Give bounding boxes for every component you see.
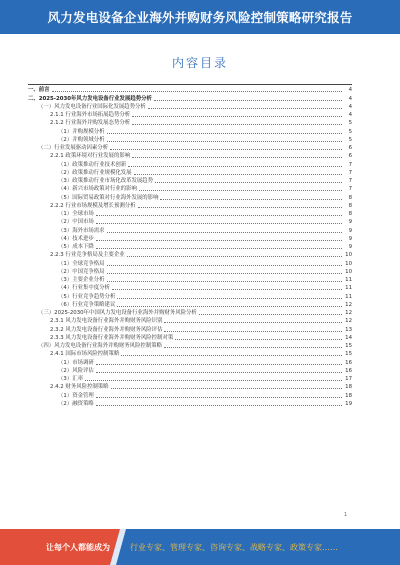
toc-entry-text: 二、2025-2030年风力发电设备行业发展趋势分析 [28, 95, 152, 102]
toc-entry[interactable] [28, 391, 352, 399]
toc-page-number: 12 [345, 318, 352, 325]
toc-entry-text: （三）2025-2030年中国风力发电设备行业海外并购财务风险分析 [38, 310, 197, 316]
toc-page-number: 18 [345, 384, 352, 391]
toc-entry-text: （4）行业集中度分析 [58, 285, 110, 292]
dot-leader [96, 405, 342, 406]
dot-leader [175, 339, 342, 340]
dot-leader [85, 380, 342, 381]
dot-leader [164, 347, 342, 348]
dot-leader [127, 256, 342, 257]
dot-leader [96, 397, 342, 398]
dot-leader [132, 157, 342, 158]
dot-leader [96, 248, 342, 249]
toc-page-number: 4 [348, 95, 352, 102]
toc-entry-text: 2.2.3 行业竞争格局及主要企业 [50, 252, 125, 259]
toc-page-number: 17 [345, 376, 352, 382]
toc-entry[interactable] [28, 268, 352, 276]
toc-entry[interactable] [28, 284, 352, 292]
toc-entry[interactable] [28, 94, 352, 102]
toc-page-number: 10 [345, 252, 352, 259]
dot-leader [107, 273, 342, 274]
toc-entry[interactable] [28, 127, 352, 135]
toc-page-number: 11 [345, 285, 352, 292]
toc-entry-text: （2）政策推动行业规模化发展 [58, 169, 132, 176]
toc-page-number: 4 [348, 103, 352, 110]
toc-entry-text: （2）中国竞争格局 [58, 268, 105, 275]
toc-page-number: 5 [348, 136, 352, 143]
toc-entry-text: 2.1.1 行业海外市场拓展趋势分析 [50, 112, 131, 118]
toc-entry-text: （4）新兴市场政策对行业的影响 [58, 186, 137, 193]
toc-page-number: 15 [345, 343, 352, 349]
dot-leader [132, 116, 342, 117]
toc-entry-text: （2）并购领域分析 [58, 136, 105, 143]
dot-leader [121, 355, 342, 356]
toc-entry[interactable] [28, 160, 352, 168]
dot-leader [148, 108, 342, 109]
toc-entry[interactable] [28, 103, 352, 111]
dot-leader [139, 190, 342, 191]
toc-entry[interactable] [28, 350, 352, 358]
toc-page-number: 6 [348, 153, 352, 160]
dot-leader [52, 91, 342, 92]
table-of-contents [28, 86, 352, 408]
toc-entry[interactable] [28, 226, 352, 234]
dot-leader [138, 207, 342, 208]
toc-entry[interactable] [28, 218, 352, 226]
toc-entry[interactable] [28, 251, 352, 259]
toc-entry-text: 2.4.1 国际市场风险控制策略 [50, 351, 120, 358]
toc-entry[interactable] [28, 86, 352, 94]
toc-entry[interactable] [28, 177, 352, 185]
toc-entry-text: （3）主要企业分析 [58, 277, 105, 283]
toc-heading: 内容目录 [171, 56, 228, 70]
toc-page-number: 6 [348, 145, 352, 151]
toc-page-number: 8 [348, 194, 352, 201]
toc-entry-text: （1）资金管理 [58, 392, 94, 399]
dot-leader [110, 149, 342, 150]
toc-entry[interactable] [28, 325, 352, 333]
dot-leader [96, 223, 342, 224]
toc-entry-text: （1）政策推动行业技术创新 [58, 161, 127, 168]
toc-page-number: 16 [345, 367, 352, 374]
dot-leader [164, 331, 342, 332]
toc-entry[interactable] [28, 136, 352, 144]
toc-entry[interactable] [28, 309, 352, 317]
toc-page-number: 16 [345, 359, 352, 366]
toc-entry-text: 2.3.2 风力发电设备行业海外并购财务风险评估 [50, 326, 163, 333]
toc-entry-text: （3）政策推动行业市场化改革发展趋势 [58, 178, 154, 184]
toc-entry[interactable] [28, 235, 352, 243]
toc-page-number: 5 [348, 120, 352, 127]
footer-tagline: 行业专家、管理专家、咨询专家、战略专家、政策专家…… [130, 543, 338, 552]
toc-page-number: 7 [348, 169, 352, 176]
toc-page-number: 11 [345, 293, 352, 300]
toc-page-number: 12 [345, 301, 352, 308]
toc-entry-text: （2）融资策略 [58, 400, 94, 407]
toc-page-number: 10 [345, 260, 352, 267]
toc-entry[interactable] [28, 383, 352, 391]
page-number: 1 [344, 512, 348, 518]
toc-entry[interactable] [28, 144, 352, 152]
toc-entry[interactable] [28, 342, 352, 350]
toc-entry-text: （5）行业竞争趋势分析 [58, 293, 116, 300]
toc-page-number: 9 [348, 227, 352, 234]
toc-page-number: 7 [348, 186, 352, 193]
toc-page-number: 4 [348, 112, 352, 118]
dot-leader [96, 240, 342, 241]
toc-entry[interactable] [28, 301, 352, 309]
toc-top-divider [28, 84, 352, 85]
toc-page-number: 4 [348, 87, 352, 94]
report-header [0, 0, 400, 34]
toc-entry-text: （6）行业竞争策略建议 [58, 301, 116, 308]
dot-leader [154, 100, 342, 101]
toc-entry[interactable] [28, 210, 352, 218]
dot-leader [107, 232, 342, 233]
dot-leader [117, 306, 342, 307]
toc-entry-text: （1）全球竞争格局 [58, 260, 105, 267]
toc-entry-text: 2.3.1 风力发电设备行业海外并购财务风险识别 [50, 318, 163, 325]
dot-leader [117, 298, 342, 299]
toc-entry[interactable] [28, 169, 352, 177]
toc-page-number: 19 [345, 400, 352, 407]
toc-entry-text: （2）风险评估 [58, 367, 94, 374]
toc-entry[interactable] [28, 400, 352, 408]
toc-page-number: 8 [348, 202, 352, 209]
dot-leader [155, 182, 342, 183]
toc-entry-text: （1）并购规模分析 [58, 128, 105, 135]
toc-entry-text: 2.4.2 财务风险控制策略 [50, 384, 109, 391]
toc-entry[interactable] [28, 334, 352, 342]
dot-leader [107, 265, 342, 266]
toc-page-number: 5 [348, 128, 352, 135]
report-title: 风力发电设备企业海外并购财务风险控制策略研究报告 [47, 10, 353, 25]
toc-entry-text: 2.2.2 行业市场规模及增长预测分析 [50, 202, 136, 209]
dot-leader [107, 133, 342, 134]
dot-leader [164, 322, 342, 323]
toc-page-number: 9 [348, 235, 352, 242]
toc-page-number: 7 [348, 161, 352, 168]
toc-entry-text: （1）全球市场 [58, 211, 94, 217]
toc-entry[interactable] [28, 375, 352, 383]
toc-entry[interactable] [28, 152, 352, 160]
toc-entry-text: 2.2.1 政策环境对行业发展的影响 [50, 153, 131, 160]
toc-entry[interactable] [28, 185, 352, 193]
dot-leader [160, 199, 342, 200]
toc-entry-text: （一）风力发电设备行业国际化发展趋势分析 [38, 103, 146, 110]
toc-entry-text: （5）国际贸易政策对行业海外发展的影响 [58, 194, 159, 201]
toc-page-number: 14 [345, 334, 352, 341]
toc-page-number: 9 [348, 244, 352, 250]
toc-entry-text: 2.1.2 行业海外并购发展态势分析 [50, 120, 131, 127]
toc-page-number: 18 [345, 392, 352, 399]
footer-slogan: 让每个人都能成为 [46, 543, 110, 552]
toc-entry-text: （4）技术进步 [58, 235, 94, 242]
toc-entry[interactable] [28, 292, 352, 300]
toc-page-number: 13 [345, 326, 352, 333]
toc-entry[interactable] [28, 119, 352, 127]
dot-leader [111, 388, 342, 389]
toc-page-number: 15 [345, 351, 352, 358]
toc-entry[interactable] [28, 358, 352, 366]
dot-leader [132, 124, 342, 125]
toc-page-number: 7 [348, 178, 352, 184]
toc-entry-text: （5）成本下降 [58, 244, 94, 250]
toc-entry[interactable] [28, 193, 352, 201]
toc-entry-text: （二）行业发展驱动因素分析 [38, 145, 109, 151]
dot-leader [107, 141, 342, 142]
toc-entry-text: 2.3.3 风力发电设备行业海外并购财务风险控制对策 [50, 334, 174, 341]
toc-entry-text: （1）市场调研 [58, 359, 94, 366]
toc-entry[interactable] [28, 259, 352, 267]
toc-entry-text: （2）中国市场 [58, 219, 94, 226]
footer-banner [0, 529, 400, 565]
dot-leader [96, 372, 342, 373]
toc-page-number: 9 [348, 219, 352, 226]
toc-page-number: 10 [345, 268, 352, 275]
dot-leader [199, 314, 342, 315]
toc-entry[interactable] [28, 276, 352, 284]
dot-leader [96, 364, 342, 365]
dot-leader [107, 281, 342, 282]
toc-page-number: 8 [348, 211, 352, 217]
toc-entry[interactable] [28, 202, 352, 210]
toc-entry-text: （四）风力发电设备行业海外并购财务风险控制策略 [38, 343, 162, 349]
toc-entry[interactable] [28, 367, 352, 375]
toc-entry[interactable] [28, 243, 352, 251]
dot-leader [112, 289, 342, 290]
dot-leader [134, 174, 342, 175]
dot-leader [128, 166, 342, 167]
toc-entry-text: 一、前言 [28, 87, 50, 94]
toc-page-number: 11 [345, 277, 352, 283]
toc-entry-text: （3）海外市场需求 [58, 227, 105, 234]
toc-entry[interactable] [28, 111, 352, 119]
toc-entry[interactable] [28, 317, 352, 325]
toc-page-number: 12 [345, 310, 352, 316]
toc-entry-text: （3）汇率 [58, 376, 83, 382]
dot-leader [96, 215, 342, 216]
